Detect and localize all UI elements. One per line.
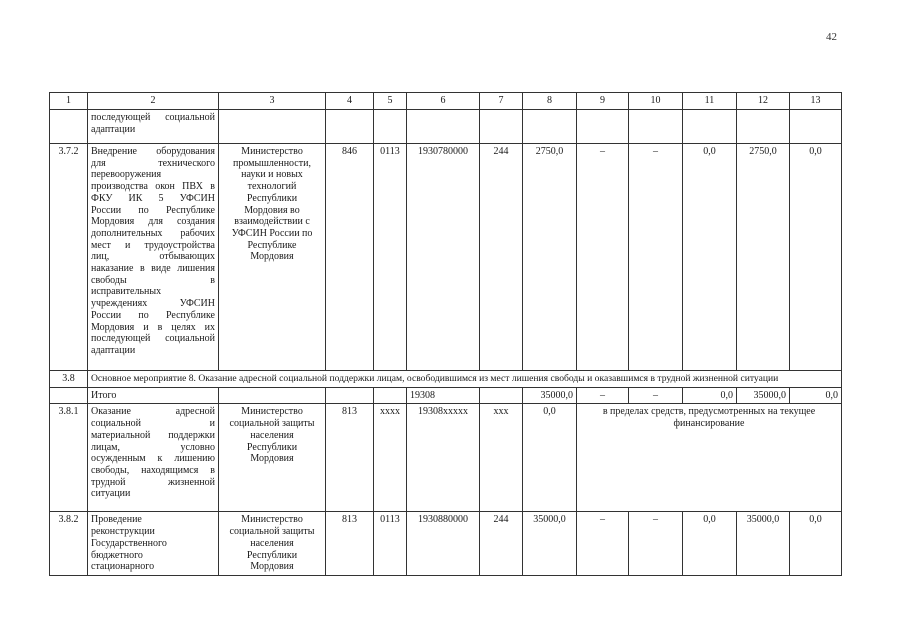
- text-line: населения: [250, 537, 294, 549]
- ministry-code: 813: [326, 404, 374, 512]
- column-header: 11: [683, 93, 737, 110]
- total-amount: 0,0: [523, 404, 577, 512]
- text-line: исправительных: [91, 286, 162, 298]
- total-label: Итого: [88, 387, 219, 404]
- text-line: взаимодействии с: [234, 216, 310, 228]
- text-line: производства окон ПВХ в: [91, 181, 215, 193]
- cell-empty: [480, 387, 523, 404]
- section-code: 0113: [374, 144, 407, 371]
- executor-cell: [219, 144, 326, 371]
- column-header: 7: [480, 93, 523, 110]
- text-line: социальной и: [91, 418, 215, 430]
- amount-col-12: 2750,0: [737, 144, 790, 371]
- text-line: УФСИН России по: [231, 227, 313, 239]
- row-number: 3.8.2: [50, 512, 88, 576]
- amount-col-9: –: [577, 512, 629, 576]
- text-line: Оказание адресной: [91, 406, 215, 418]
- text-line: реконструкции: [91, 526, 155, 538]
- text-line: в пределах средств, предусмотренных на текущее: [602, 406, 816, 418]
- column-header: 3: [219, 93, 326, 110]
- amount-col-13: 0,0: [790, 387, 842, 404]
- cell-empty: [326, 110, 374, 144]
- cell-empty: [523, 110, 577, 144]
- amount-col-10: –: [629, 512, 683, 576]
- text-line: адаптации: [91, 123, 136, 135]
- text-line: для технического: [91, 157, 215, 169]
- cell-empty: [737, 110, 790, 144]
- expense-type-code: 244: [480, 144, 523, 371]
- text-line: материальной поддержки: [91, 429, 215, 441]
- text-line: стационарного: [91, 561, 155, 573]
- amount-col-9: –: [577, 144, 629, 371]
- text-line: Республики: [246, 192, 298, 204]
- amount-col-12: 35000,0: [737, 512, 790, 576]
- text-line: дополнительных рабочих: [91, 227, 215, 239]
- financing-note: [577, 404, 842, 512]
- cell-empty: [629, 110, 683, 144]
- amount-col-11: 0,0: [683, 512, 737, 576]
- text-line: Мордовия: [250, 453, 294, 465]
- activity-name-cell: [88, 512, 219, 576]
- target-article-code: 1930880000: [407, 512, 480, 576]
- text-line: наказание в виде лишения: [91, 263, 215, 275]
- cell-empty: [790, 110, 842, 144]
- cell-empty: [219, 110, 326, 144]
- text-line: социальной защиты: [229, 526, 315, 538]
- text-line: населения: [250, 429, 294, 441]
- cell-empty: [480, 110, 523, 144]
- text-line: свободы в: [91, 274, 215, 286]
- cell-empty: [219, 387, 326, 404]
- amount-col-10: –: [629, 144, 683, 371]
- target-article-code: 19308: [407, 387, 480, 404]
- row-number: 3.8.1: [50, 404, 88, 512]
- text-line: последующей социальной: [91, 112, 215, 123]
- table-row-total: [50, 387, 842, 404]
- total-amount: 2750,0: [523, 144, 577, 371]
- row-number: 3.7.2: [50, 144, 88, 371]
- activity-name-cell: [88, 110, 219, 144]
- text-line: Мордовия для создания: [91, 216, 215, 228]
- amount-col-11: 0,0: [683, 387, 737, 404]
- cell-empty: [326, 387, 374, 404]
- column-header: 4: [326, 93, 374, 110]
- column-header: 1: [50, 93, 88, 110]
- table-row-continuation: [50, 110, 842, 144]
- text-line: ФКУ ИК 5 УФСИН: [91, 192, 215, 204]
- text-line: Мордовия и в целях их: [91, 321, 215, 333]
- text-line: Мордовия: [250, 251, 294, 263]
- row-number: 3.8: [50, 371, 88, 388]
- total-amount: 35000,0: [523, 387, 577, 404]
- column-header: 2: [88, 93, 219, 110]
- text-line: бюджетного: [91, 549, 143, 561]
- cell-empty: [50, 110, 88, 144]
- column-header: 6: [407, 93, 480, 110]
- text-line: лиц, отбывающих: [91, 251, 215, 263]
- amount-col-13: 0,0: [790, 512, 842, 576]
- target-article-code: 1930780000: [407, 144, 480, 371]
- cell-empty: [374, 387, 407, 404]
- total-amount: 35000,0: [523, 512, 577, 576]
- budget-table: [49, 92, 842, 576]
- column-header: 8: [523, 93, 577, 110]
- column-header: 9: [577, 93, 629, 110]
- table-row-3-7-2: [50, 144, 842, 371]
- text-line: последующей социальной: [91, 333, 215, 345]
- main-activity-title: Основное мероприятие 8. Оказание адресной социальной поддержки лицам, освободившимся из мест лишения свободы и оказавшимся в трудной жизненной ситуации: [88, 371, 842, 388]
- text-line: Мордовия: [250, 561, 294, 573]
- amount-col-12: 35000,0: [737, 387, 790, 404]
- amount-col-11: 0,0: [683, 144, 737, 371]
- text-line: перевооружения: [91, 169, 162, 181]
- section-code: хххх: [374, 404, 407, 512]
- column-header: 10: [629, 93, 683, 110]
- text-line: Проведение: [91, 514, 142, 526]
- text-line: лицам, условно: [91, 441, 215, 453]
- amount-col-9: –: [577, 387, 629, 404]
- section-code: 0113: [374, 512, 407, 576]
- text-line: свободы, находящимся в: [91, 464, 215, 476]
- text-line: мест и трудоустройства: [91, 239, 215, 251]
- table-row-3-8-2: [50, 512, 842, 576]
- column-header: 5: [374, 93, 407, 110]
- activity-name-cell: [88, 404, 219, 512]
- text-line: промышленности,: [233, 157, 311, 169]
- text-line: осужденным к лишению: [91, 453, 215, 465]
- text-line: учреждениях УФСИН: [91, 298, 215, 310]
- text-line: Министерство: [241, 406, 303, 418]
- text-line: технологий: [247, 181, 297, 193]
- column-header: 13: [790, 93, 842, 110]
- cell-empty: [407, 110, 480, 144]
- amount-col-10: –: [629, 387, 683, 404]
- cell-empty: [50, 387, 88, 404]
- text-line: Республике: [247, 239, 297, 251]
- text-line: Мордовия во: [244, 204, 300, 216]
- text-line: науки и новых: [241, 169, 303, 181]
- text-line: Государственного: [91, 537, 167, 549]
- column-header: 12: [737, 93, 790, 110]
- target-article-code: 19308ххххх: [407, 404, 480, 512]
- text-line: Республики: [246, 549, 298, 561]
- activity-name-cell: [88, 144, 219, 371]
- expense-type-code: ххх: [480, 404, 523, 512]
- text-line: трудной жизненной: [91, 476, 215, 488]
- text-line: Министерство: [241, 514, 303, 526]
- amount-col-13: 0,0: [790, 144, 842, 371]
- page-number: 42: [826, 31, 837, 43]
- text-line: адаптации: [91, 344, 136, 356]
- executor-cell: [219, 404, 326, 512]
- text-line: России по Республике: [91, 204, 215, 216]
- expense-type-code: 244: [480, 512, 523, 576]
- executor-cell: [219, 512, 326, 576]
- text-line: финансирование: [673, 418, 745, 430]
- cell-empty: [577, 110, 629, 144]
- column-number-row: [50, 93, 842, 110]
- table-row-3-8-1: [50, 404, 842, 512]
- ministry-code: 813: [326, 512, 374, 576]
- text-line: Министерство: [241, 146, 303, 157]
- cell-empty: [683, 110, 737, 144]
- text-line: России по Республике: [91, 309, 215, 321]
- text-line: Республики: [246, 441, 298, 453]
- cell-empty: [374, 110, 407, 144]
- table-row-3-8: [50, 371, 842, 388]
- ministry-code: 846: [326, 144, 374, 371]
- text-line: ситуации: [91, 488, 131, 500]
- text-line: Внедрение оборудования: [91, 146, 215, 157]
- text-line: социальной защиты: [229, 418, 315, 430]
